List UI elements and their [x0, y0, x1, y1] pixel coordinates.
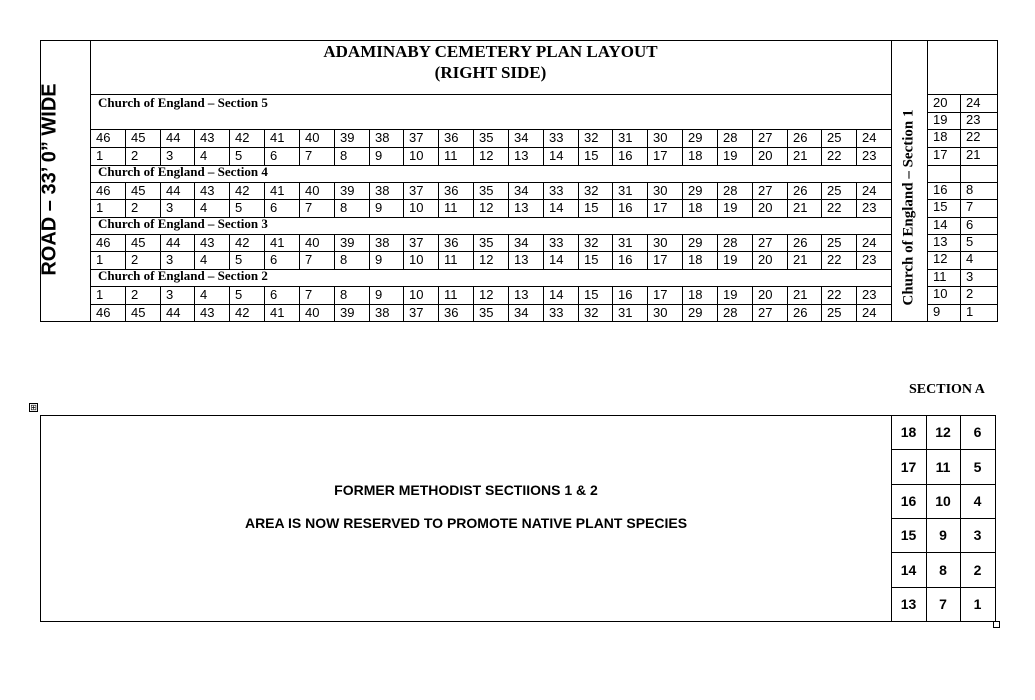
plot-number: 32: [584, 304, 599, 320]
plot-number: 12: [479, 148, 494, 163]
plot-number: 1: [96, 287, 104, 302]
plot-number: 9: [375, 287, 383, 302]
plot-number: 8: [340, 200, 348, 215]
plot-number: 22: [827, 148, 842, 163]
plot-number: 4: [200, 287, 208, 302]
plot-number: 20: [758, 200, 773, 215]
section-1-plot: 11: [933, 269, 947, 284]
plot-number: 18: [688, 287, 703, 302]
plot-number: 6: [270, 287, 278, 302]
plot-number: 45: [131, 130, 146, 145]
plot-number: 30: [653, 130, 668, 145]
plot-number: 27: [758, 234, 773, 250]
plot-number: 46: [96, 182, 111, 198]
plot-number: 7: [305, 252, 313, 267]
plot-number: 17: [653, 148, 668, 163]
plot-number: 7: [305, 287, 313, 302]
plot-number: 43: [200, 182, 215, 198]
plot-number: 30: [653, 304, 668, 320]
section-1-plot: 19: [933, 112, 948, 127]
plot-number: 22: [827, 287, 842, 302]
plot-number: 41: [270, 234, 285, 250]
plot-number: 10: [409, 200, 424, 215]
plot-number: 45: [131, 234, 146, 250]
plot-number: 20: [758, 287, 773, 302]
plot-number: 20: [758, 252, 773, 267]
plot-number: 22: [827, 252, 842, 267]
section-a-plot: 12: [935, 424, 951, 440]
plot-number: 41: [270, 130, 285, 145]
plot-number: 43: [200, 234, 215, 250]
plot-number: 46: [96, 130, 111, 145]
plot-number: 41: [270, 304, 285, 320]
plot-number: 42: [235, 304, 250, 320]
section-1-plot: 3: [966, 269, 974, 284]
plot-number: 44: [166, 234, 181, 250]
plot-number: 21: [793, 252, 808, 267]
plot-number: 2: [131, 148, 139, 163]
section-1-plot: 6: [966, 217, 974, 232]
plot-number: 6: [270, 200, 278, 215]
plot-number: 13: [514, 148, 529, 163]
methodist-section-table: [0, 400, 1035, 640]
plot-number: 23: [862, 252, 877, 267]
plot-number: 14: [549, 287, 564, 302]
plot-number: 16: [618, 148, 633, 163]
plot-number: 39: [340, 130, 355, 145]
section-a-plot: 6: [973, 424, 982, 440]
plot-number: 23: [862, 148, 877, 163]
plot-number: 11: [444, 287, 458, 302]
section-a-plot: 17: [900, 459, 917, 475]
page-subtitle: (RIGHT SIDE): [434, 63, 547, 82]
section-1-plot: 24: [966, 95, 981, 110]
plot-number: 38: [375, 304, 390, 320]
plot-number: 31: [618, 304, 633, 320]
plot-number: 11: [444, 148, 458, 163]
plot-number: 6: [270, 252, 278, 267]
plot-number: 12: [479, 252, 494, 267]
plot-number: 46: [96, 304, 111, 320]
plot-number: 29: [688, 130, 703, 145]
page-title: ADAMINABY CEMETERY PLAN LAYOUT: [323, 42, 658, 61]
plot-number: 15: [584, 200, 599, 215]
plot-number: 37: [409, 130, 424, 145]
plot-number: 9: [375, 200, 383, 215]
plot-number: 18: [688, 252, 703, 267]
plot-number: 18: [688, 148, 703, 163]
plot-number: 40: [305, 304, 320, 320]
plot-number: 19: [723, 287, 738, 302]
plot-number: 3: [166, 287, 174, 302]
plot-number: 21: [793, 287, 808, 302]
section-1-plot: 16: [933, 182, 948, 197]
plot-number: 26: [793, 234, 808, 250]
plot-number: 3: [166, 148, 174, 163]
plot-number: 33: [549, 130, 564, 145]
plot-number: 22: [827, 200, 842, 215]
plot-number: 31: [618, 234, 633, 250]
plot-number: 21: [793, 148, 808, 163]
plot-number: 26: [793, 130, 808, 145]
section-1-plot: 4: [966, 251, 974, 266]
section-1-plot: 22: [966, 129, 981, 144]
section-a-plot: 15: [900, 527, 917, 543]
plot-number: 19: [723, 200, 738, 215]
plot-number: 14: [549, 200, 564, 215]
plot-number: 35: [479, 304, 494, 320]
section-1-plot: 7: [966, 199, 974, 214]
section-a-plot: 11: [935, 459, 951, 475]
plot-number: 27: [758, 130, 773, 145]
plot-number: 38: [375, 130, 390, 145]
plot-number: 46: [96, 234, 111, 250]
plot-number: 21: [793, 200, 808, 215]
plot-number: 2: [131, 252, 139, 267]
plot-number: 5: [235, 148, 243, 163]
plot-number: 10: [409, 252, 424, 267]
plot-number: 19: [723, 252, 738, 267]
plot-number: 14: [549, 252, 564, 267]
section-1-plot: 17: [933, 147, 948, 162]
plot-number: 28: [723, 130, 738, 145]
section-1-plot: 23: [966, 112, 981, 127]
section-1-plot: 18: [933, 129, 948, 144]
plot-number: 1: [96, 148, 104, 163]
plot-number: 37: [409, 304, 424, 320]
plot-number: 12: [479, 287, 494, 302]
plot-number: 31: [618, 130, 633, 145]
plot-number: 24: [862, 234, 877, 250]
plot-number: 35: [479, 234, 494, 250]
plot-number: 24: [862, 130, 877, 145]
plot-number: 7: [305, 148, 313, 163]
plot-number: 33: [549, 234, 564, 250]
plot-number: 23: [862, 287, 877, 302]
plot-number: 42: [235, 234, 250, 250]
plot-number: 14: [549, 148, 564, 163]
plot-number: 15: [584, 252, 599, 267]
section-1-plot: 20: [933, 95, 948, 110]
plot-number: 2: [131, 200, 139, 215]
plot-number: 45: [131, 182, 146, 198]
plot-number: 43: [200, 130, 215, 145]
plot-number: 36: [444, 130, 459, 145]
section-a-plot: 13: [900, 596, 917, 612]
plot-number: 32: [584, 182, 599, 198]
plot-number: 43: [200, 304, 215, 320]
plot-number: 1: [96, 200, 104, 215]
plot-number: 36: [444, 304, 459, 320]
plot-number: 42: [235, 130, 250, 145]
plot-number: 28: [723, 234, 738, 250]
plot-number: 30: [653, 182, 668, 198]
plot-number: 39: [340, 182, 355, 198]
plot-number: 13: [514, 252, 529, 267]
plot-number: 31: [618, 182, 633, 198]
plot-number: 33: [549, 304, 564, 320]
plot-number: 26: [793, 182, 808, 198]
plot-number: 44: [166, 304, 181, 320]
section-a-plot: 8: [939, 562, 947, 578]
plot-number: 20: [758, 148, 773, 163]
plot-number: 41: [270, 182, 285, 198]
plot-number: 44: [166, 130, 181, 145]
plot-number: 28: [723, 182, 738, 198]
section-a-plot: 1: [973, 596, 982, 612]
plot-number: 34: [514, 130, 529, 145]
plot-number: 5: [235, 252, 243, 267]
plot-number: 13: [514, 287, 529, 302]
plot-number: 25: [827, 304, 842, 320]
plot-number: 42: [235, 182, 250, 198]
plot-number: 38: [375, 182, 390, 198]
section-1-label: Church of England – Section 1: [900, 109, 917, 306]
section-a-plot: 4: [973, 493, 982, 509]
plot-number: 37: [409, 182, 424, 198]
section-1-plot: 2: [966, 286, 974, 301]
plot-number: 30: [653, 234, 668, 250]
plot-number: 25: [827, 234, 842, 250]
section-a-plot: 7: [939, 596, 947, 612]
plot-number: 19: [723, 148, 738, 163]
plot-number: 11: [444, 200, 458, 215]
section-a-plot: 14: [900, 562, 917, 578]
plot-number: 1: [96, 252, 104, 267]
plot-number: 16: [618, 287, 633, 302]
plot-number: 17: [653, 252, 668, 267]
section-a-plot: 5: [973, 459, 982, 475]
section-1-plot: 12: [933, 251, 948, 266]
section-1-plot: 1: [966, 304, 974, 319]
plot-number: 29: [688, 304, 703, 320]
table-move-handle-icon[interactable]: ⊞: [30, 403, 37, 412]
plot-number: 5: [235, 200, 243, 215]
plot-number: 35: [479, 130, 494, 145]
section-a-plot: 3: [973, 527, 982, 543]
plot-number: 35: [479, 182, 494, 198]
plot-number: 4: [200, 252, 208, 267]
plot-number: 15: [584, 148, 599, 163]
plot-number: 15: [584, 287, 599, 302]
plot-number: 34: [514, 304, 529, 320]
plot-number: 24: [862, 182, 877, 198]
section-title: Church of England – Section 2: [98, 268, 268, 283]
plot-number: 3: [166, 200, 174, 215]
plot-number: 24: [862, 304, 877, 320]
section-a-plot: 9: [939, 527, 947, 543]
plot-number: 3: [166, 252, 174, 267]
plot-number: 13: [514, 200, 529, 215]
plot-number: 16: [618, 200, 633, 215]
section-a-plot: 16: [900, 493, 917, 509]
plot-number: 25: [827, 130, 842, 145]
plot-number: 39: [340, 234, 355, 250]
plot-number: 16: [618, 252, 633, 267]
section-1-plot: 5: [966, 234, 974, 249]
plot-number: 34: [514, 182, 529, 198]
plot-number: 23: [862, 200, 877, 215]
section-1-plot: 10: [933, 286, 948, 301]
plot-number: 6: [270, 148, 278, 163]
plot-number: 40: [305, 182, 320, 198]
section-1-plot: 21: [966, 147, 981, 162]
plot-number: 34: [514, 234, 529, 250]
section-1-plot: 15: [933, 199, 948, 214]
plot-number: 9: [375, 252, 383, 267]
plot-number: 4: [200, 148, 208, 163]
plot-number: 37: [409, 234, 424, 250]
section-1-plot: 14: [933, 217, 948, 232]
plot-number: 45: [131, 304, 146, 320]
methodist-heading: FORMER METHODIST SECTIIONS 1 & 2: [334, 482, 598, 498]
plot-number: 40: [305, 130, 320, 145]
plot-number: 4: [200, 200, 208, 215]
plot-number: 29: [688, 182, 703, 198]
plot-number: 11: [444, 252, 458, 267]
plot-number: 17: [653, 200, 668, 215]
plot-number: 8: [340, 252, 348, 267]
plot-number: 9: [375, 148, 383, 163]
plot-number: 8: [340, 287, 348, 302]
plot-number: 36: [444, 182, 459, 198]
plot-number: 27: [758, 304, 773, 320]
section-1-plot: 8: [966, 182, 974, 197]
road-label: ROAD – 33’ 0” WIDE: [38, 83, 61, 276]
native-plants-note: AREA IS NOW RESERVED TO PROMOTE NATIVE PLANT SPECIES: [244, 515, 688, 531]
section-a-plot: 10: [935, 493, 951, 509]
plot-number: 28: [723, 304, 738, 320]
plot-number: 39: [340, 304, 355, 320]
plot-number: 18: [688, 200, 703, 215]
section-a-plot: 2: [973, 562, 982, 578]
plot-number: 7: [305, 200, 313, 215]
cemetery-plan-table: [0, 0, 1035, 330]
plot-number: 8: [340, 148, 348, 163]
plot-number: 29: [688, 234, 703, 250]
plot-number: 25: [827, 182, 842, 198]
section-title: Church of England – Section 5: [98, 95, 268, 110]
plot-number: 40: [305, 234, 320, 250]
section-1-plot: 13: [933, 234, 948, 249]
plot-number: 26: [793, 304, 808, 320]
plot-number: 12: [479, 200, 494, 215]
plot-number: 44: [166, 182, 181, 198]
plot-number: 10: [409, 287, 424, 302]
section-title: Church of England – Section 4: [98, 164, 268, 179]
plot-number: 33: [549, 182, 564, 198]
table-resize-handle[interactable]: [993, 621, 1000, 628]
section-title: Church of England – Section 3: [98, 216, 268, 231]
plot-number: 32: [584, 234, 599, 250]
plot-number: 27: [758, 182, 773, 198]
plot-number: 36: [444, 234, 459, 250]
plot-number: 38: [375, 234, 390, 250]
section-a-plot: 18: [900, 424, 917, 440]
plot-number: 10: [409, 148, 424, 163]
plot-number: 17: [653, 287, 668, 302]
plot-number: 5: [235, 287, 243, 302]
section-a-label: SECTION A: [909, 382, 985, 397]
section-1-plot: 9: [933, 304, 941, 319]
plot-number: 2: [131, 287, 139, 302]
plot-number: 32: [584, 130, 599, 145]
